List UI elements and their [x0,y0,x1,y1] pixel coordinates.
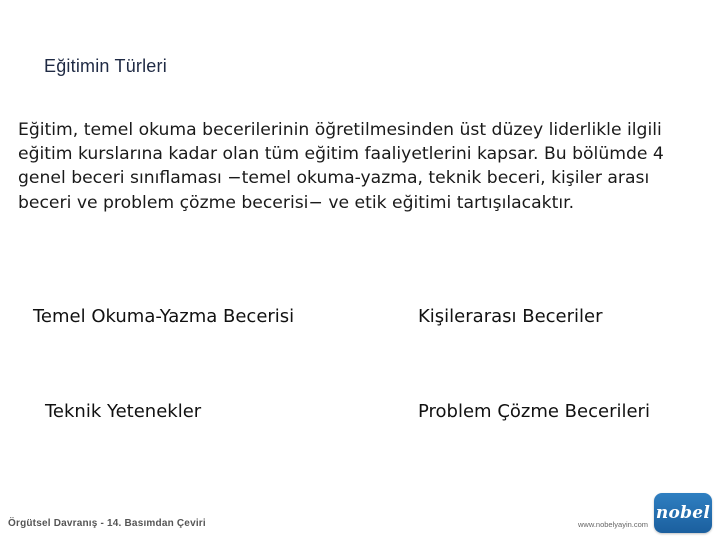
category-technical: Teknik Yetenekler [45,401,202,422]
slide-title: Eğitimin Türleri [44,56,167,76]
footer-url: www.nobelyayin.com [578,520,649,529]
category-problem-solving: Problem Çözme Becerileri [418,401,650,422]
category-interpersonal: Kişilerarası Beceriler [418,306,603,327]
logo-text: nobel [655,503,711,523]
footer-book-title: Örgütsel Davranış - 14. Basımdan Çeviri [8,518,206,529]
category-basic-literacy: Temel Okuma-Yazma Becerisi [33,306,295,327]
publisher-logo [654,493,712,533]
body-paragraph: Eğitim, temel okuma becerilerinin öğretilmesinden üst düzey liderlikle ilgili eğitim kurslarına kadar olan tüm eğitim faaliyetlerini kapsar. Bu bölümde 4 genel beceri sınıflaması −temel okuma-yazma, teknik beceri, kişiler arası beceri ve problem çözme becerisi− ve etik eğitimi tartışılacaktır. [18,120,664,213]
